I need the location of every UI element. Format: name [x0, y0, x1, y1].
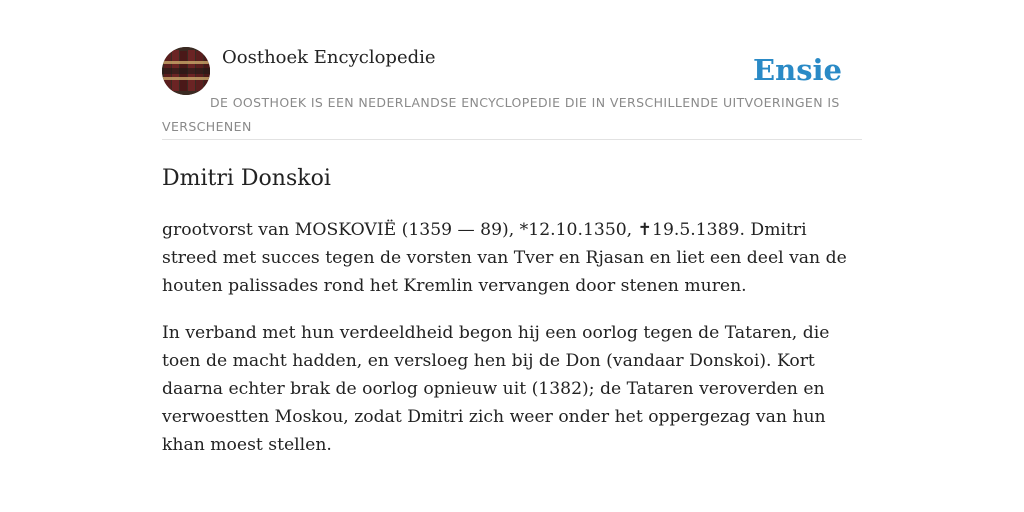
entry-title: Dmitri Donskoi: [162, 166, 331, 191]
brand-logo[interactable]: Ensie: [753, 53, 842, 87]
source-avatar[interactable]: [162, 47, 210, 95]
entry-paragraph: grootvorst van MOSKOVIË (1359 — 89), *12.10.1350, ✝19.5.1389. Dmitri streed met succes tegen de vorsten van Tver en Rjasan en liet een deel van de houten palissades rond het Kremlin vervangen door stenen muren.: [162, 220, 847, 296]
encyclopedia-books-icon: [162, 47, 210, 95]
header-divider: [162, 139, 862, 140]
entry-paragraph: In verband met hun verdeeldheid begon hij een oorlog tegen de Tataren, die toen de macht hadden, en versloeg hen bij de Don (vandaar Donskoi). Kort daarna echter brak de oorlog opnieuw uit (1382); de Tataren veroverden en verwoestten Moskou, zodat Dmitri zich weer onder het oppergezag van hun khan moest stellen.: [162, 323, 830, 455]
source-title[interactable]: Oosthoek Encyclopedie: [222, 47, 436, 68]
entry-body: [162, 216, 866, 478]
source-description: DE OOSTHOEK IS EEN NEDERLANDSE ENCYCLOPEDIE DIE IN VERSCHILLENDE UITVOERINGEN IS VERSCHENEN: [162, 95, 840, 134]
